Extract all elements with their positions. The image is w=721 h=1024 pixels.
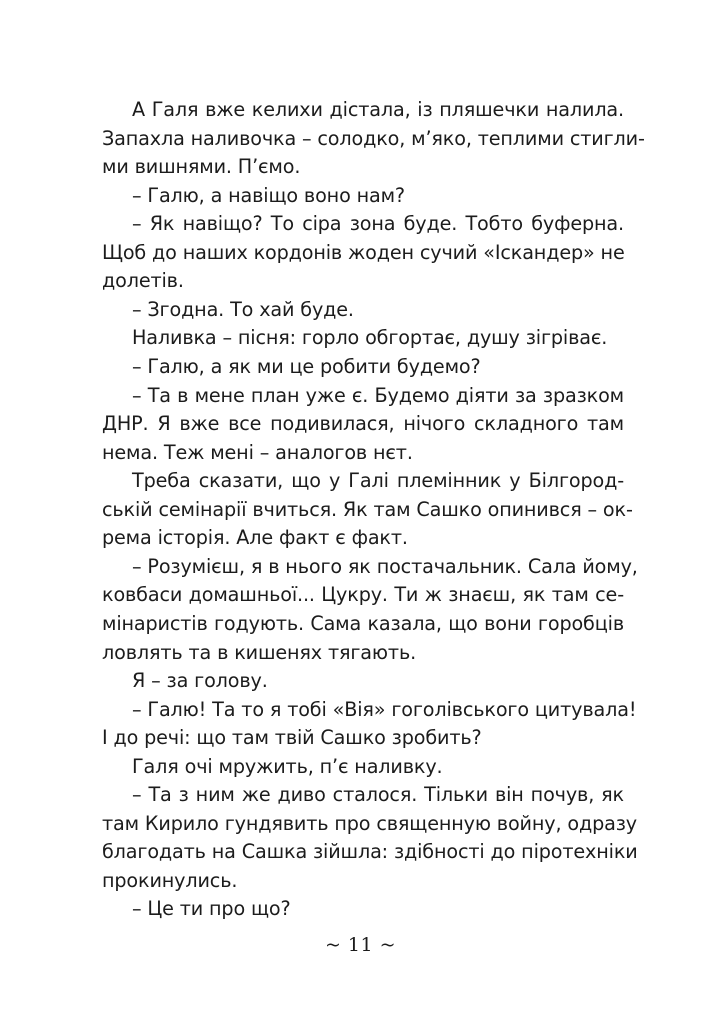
text-line: Треба сказати, що у Галі племінник у Білгород- [132,469,624,493]
text-line: Щоб до наших кордонів жоден сучий «Іскандер» не [102,240,625,264]
text-line: прокинулись. [102,868,238,892]
text-line: – Галю, а як ми це робити будемо? [132,354,481,378]
text-line: – Галю! Та то я тобі «Вія» гоголівського цитувала! [132,697,637,721]
page-number: ~ 11 ~ [324,934,397,956]
text-line: нема. Теж мені – аналогов нєт. [102,440,413,464]
text-line: – Як навіщо? То сіра зона буде. Тобто буферна. [132,212,624,236]
text-line: – Згодна. То хай буде. [132,297,354,321]
text-line: ській семінарії вчиться. Як там Сашко опинився – ок- [102,497,633,521]
text-line: мінаристів годують. Сама казала, що вони горобців [102,611,624,635]
text-line: ДНР. Я вже все подивилася, нічого складного там [102,412,624,436]
text-line: І до речі: що там твій Сашко зробить? [102,726,482,750]
text-line: рема історія. Але факт є факт. [102,526,408,550]
text-line: ми вишнями. П’ємо. [102,155,301,179]
text-line: – Це ти про що? [132,897,291,921]
text-line: Наливка – пісня: горло обгортає, душу зігріває. [132,326,608,350]
text-line: долетів. [102,269,184,293]
text-line: ловлять та в кишенях тягають. [102,640,417,664]
text-line: Галя очі мружить, п’є наливку. [132,754,443,778]
text-line: – Та з ним же диво сталося. Тільки він почув, як [132,783,624,807]
text-line: А Галя вже келихи дістала, із пляшечки налила. [132,98,624,121]
text-line: там Кирило гундявить про священную войну, одразу [102,811,637,835]
text-line: – Розумієш, я в нього як постачальник. Сала йому, [132,554,638,578]
text-line: Я – за голову. [132,669,268,692]
text-line: Запахла наливочка – солодко, м’яко, теплими стигли- [102,126,645,150]
text-line: благодать на Сашка зійшла: здібності до піротехніки [102,840,638,864]
text-line: ковбаси домашньої... Цукру. Ти ж знаєш, як там се- [102,583,624,607]
text-line: – Та в мене план уже є. Будемо діяти за зразком [132,383,624,407]
text-line: – Галю, а навіщо воно нам? [132,183,405,207]
